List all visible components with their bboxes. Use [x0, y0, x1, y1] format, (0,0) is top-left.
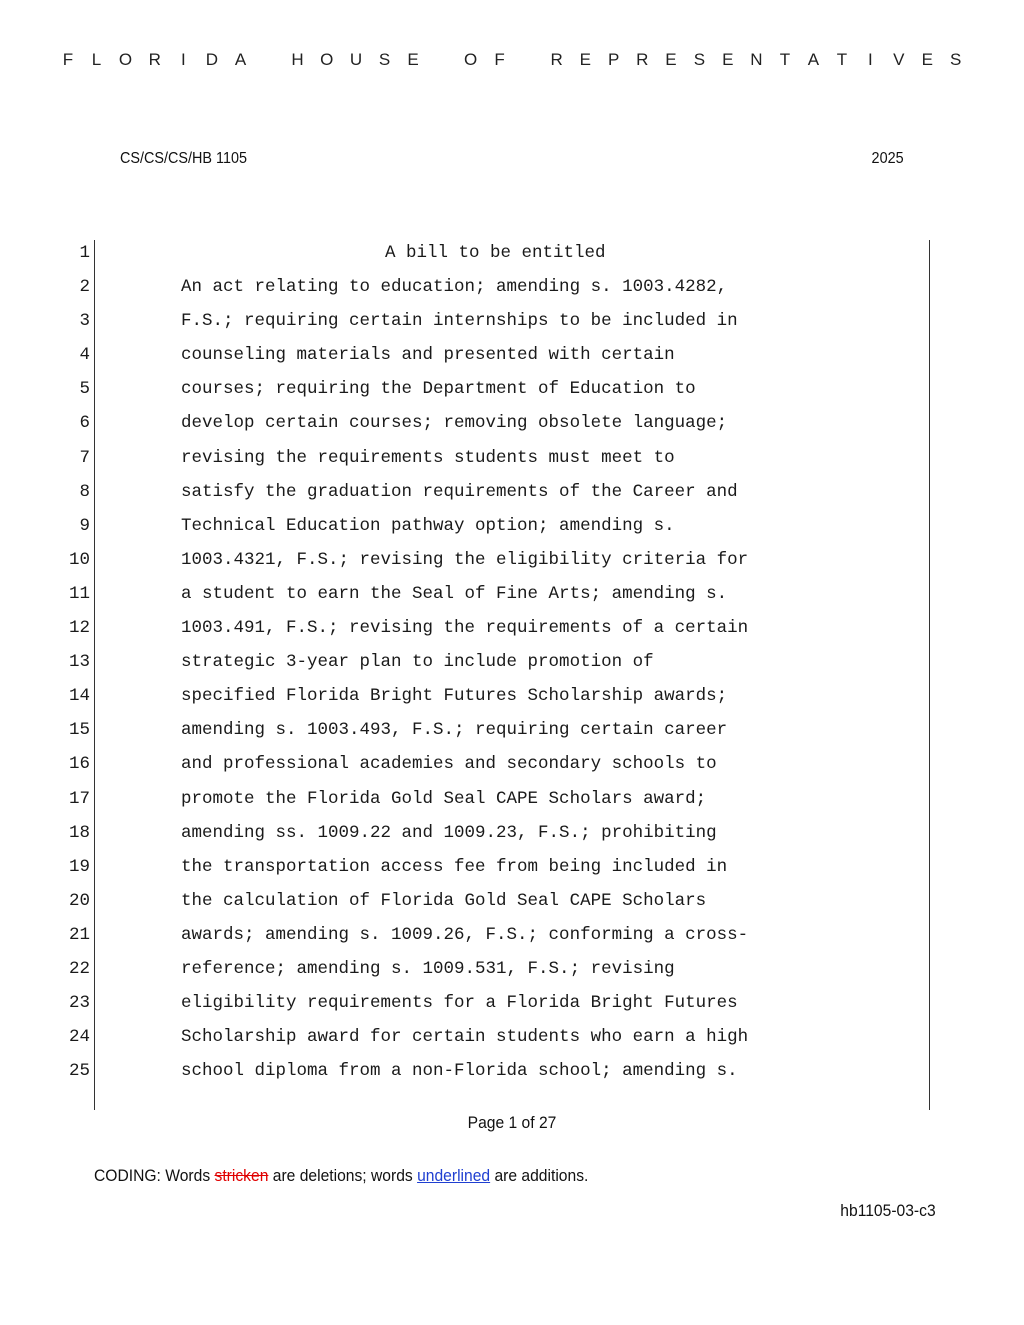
chamber-letter: S [950, 50, 962, 69]
chamber-letter: R [148, 50, 161, 69]
line-text: satisfy the graduation requirements of the Career and [181, 481, 738, 502]
chamber-letter: F [62, 50, 74, 69]
bill-line [0, 854, 1024, 888]
bill-line [0, 581, 1024, 615]
line-number: 1 [79, 243, 90, 263]
line-number: 4 [79, 345, 90, 366]
line-text: F.S.; requiring certain internships to be included in [181, 311, 738, 332]
line-text: An act relating to education; amending s. 1003.4282, [181, 277, 728, 298]
chamber-letter: A [807, 50, 820, 69]
chamber-letter: I [180, 50, 186, 69]
line-number: 15 [68, 720, 90, 741]
line-text: 1003.491, F.S.; revising the requirements of a certain [181, 618, 749, 639]
chamber-letter: E [579, 50, 591, 69]
chamber-letter: T [779, 50, 791, 69]
coding-stricken-sample: stricken [214, 1166, 269, 1185]
line-number: 6 [79, 413, 90, 434]
bill-line [0, 479, 1024, 513]
line-text: the transportation access fee from being included in [181, 856, 728, 877]
bill-line [0, 547, 1024, 581]
bill-line [0, 1058, 1024, 1092]
bill-text-body [0, 240, 1024, 1092]
line-text: courses; requiring the Department of Education to [181, 379, 696, 400]
line-text: A bill to be entitled [385, 243, 606, 263]
bill-line [0, 342, 1024, 376]
chamber-letter: U [349, 50, 363, 69]
bill-line [0, 615, 1024, 649]
chamber-letter: V [893, 50, 905, 69]
line-text: a student to earn the Seal of Fine Arts; amending s. [181, 583, 728, 604]
line-number: 12 [68, 618, 90, 639]
bill-line [0, 376, 1024, 410]
line-text: 1003.4321, F.S.; revising the eligibility criteria for [181, 549, 749, 570]
chamber-letter: L [91, 50, 102, 69]
chamber-letter: E [407, 50, 419, 69]
chamber-letter: F [494, 50, 505, 69]
line-text: Technical Education pathway option; amending s. [181, 515, 675, 536]
bill-line [0, 445, 1024, 479]
line-number: 13 [68, 652, 90, 673]
bill-line [0, 820, 1024, 854]
chamber-letter: S [693, 50, 706, 69]
line-number: 24 [68, 1027, 90, 1048]
page-number: Page 1 of 27 [467, 1113, 557, 1132]
line-text: revising the requirements students must meet to [181, 447, 675, 468]
bill-line [0, 513, 1024, 547]
coding-middle: are deletions; words [268, 1166, 418, 1185]
bill-line [0, 786, 1024, 820]
coding-underlined-sample: underlined [417, 1166, 491, 1185]
line-number: 23 [68, 993, 90, 1014]
bill-line [0, 990, 1024, 1024]
line-number: 8 [79, 481, 90, 502]
line-number: 17 [68, 788, 90, 809]
line-number: 5 [79, 379, 90, 400]
bill-line [0, 274, 1024, 308]
chamber-letter: O [320, 50, 334, 69]
chamber-header [62, 50, 962, 70]
coding-legend [94, 1166, 588, 1186]
chamber-letter: I [867, 50, 873, 69]
coding-suffix: are additions. [490, 1166, 589, 1185]
line-text: Scholarship award for certain students who earn a high [181, 1027, 749, 1048]
bill-line [0, 410, 1024, 444]
chamber-letter: R [550, 50, 563, 69]
line-text: promote the Florida Gold Seal CAPE Scholars award; [181, 788, 707, 809]
chamber-letter: A [234, 50, 247, 69]
chamber-letter: E [665, 50, 677, 69]
chamber-letter [522, 50, 534, 70]
line-text: amending ss. 1009.22 and 1009.23, F.S.; prohibiting [181, 822, 717, 843]
line-number: 20 [68, 890, 90, 911]
line-number: 14 [68, 686, 90, 707]
chamber-letter: D [205, 50, 219, 69]
bill-line [0, 751, 1024, 785]
bill-line [0, 922, 1024, 956]
line-number: 22 [68, 958, 90, 979]
bill-line [0, 717, 1024, 751]
line-number: 11 [68, 583, 90, 604]
line-number: 3 [79, 311, 90, 332]
line-text: develop certain courses; removing obsolete language; [181, 413, 728, 434]
bill-line [0, 308, 1024, 342]
chamber-letter: S [378, 50, 391, 69]
bill-line [0, 683, 1024, 717]
coding-prefix: CODING: Words [94, 1166, 215, 1185]
line-number: 7 [79, 447, 90, 468]
chamber-letter: R [636, 50, 649, 69]
bill-line [0, 956, 1024, 990]
line-number: 18 [68, 822, 90, 843]
chamber-letter [435, 50, 447, 70]
chamber-letter: T [836, 50, 848, 69]
line-text: awards; amending s. 1009.26, F.S.; conforming a cross- [181, 924, 749, 945]
chamber-letter: H [291, 50, 304, 69]
chamber-letter: N [750, 50, 763, 69]
line-number: 21 [68, 924, 90, 945]
chamber-letter [263, 50, 275, 70]
line-text: school diploma from a non-Florida school; amending s. [181, 1061, 738, 1082]
line-text: amending s. 1003.493, F.S.; requiring certain career [181, 720, 728, 741]
chamber-letter: P [608, 50, 620, 69]
bill-line [0, 649, 1024, 683]
line-number: 16 [68, 754, 90, 775]
bill-identifier: CS/CS/CS/HB 1105 [120, 150, 247, 167]
bill-line [0, 888, 1024, 922]
bill-year: 2025 [871, 150, 904, 167]
document-code: hb1105-03-c3 [840, 1201, 936, 1220]
line-text: and professional academies and secondary schools to [181, 754, 717, 775]
bill-line [0, 1024, 1024, 1058]
line-number: 9 [79, 515, 90, 536]
line-text: strategic 3-year plan to include promotion of [181, 652, 654, 673]
line-text: the calculation of Florida Gold Seal CAPE Scholars [181, 890, 707, 911]
chamber-letter: O [118, 50, 133, 69]
line-number: 25 [68, 1061, 90, 1082]
line-text: counseling materials and presented with certain [181, 345, 675, 366]
chamber-letter: O [463, 50, 478, 69]
line-text: eligibility requirements for a Florida Bright Futures [181, 993, 738, 1014]
line-number: 19 [68, 856, 90, 877]
bill-title-line [0, 240, 1024, 274]
line-text: reference; amending s. 1009.531, F.S.; revising [181, 958, 675, 979]
line-text: specified Florida Bright Futures Scholarship awards; [181, 686, 728, 707]
line-number: 10 [68, 549, 90, 570]
line-number: 2 [79, 277, 90, 298]
chamber-letter: E [921, 50, 933, 69]
chamber-letter: E [722, 50, 734, 69]
